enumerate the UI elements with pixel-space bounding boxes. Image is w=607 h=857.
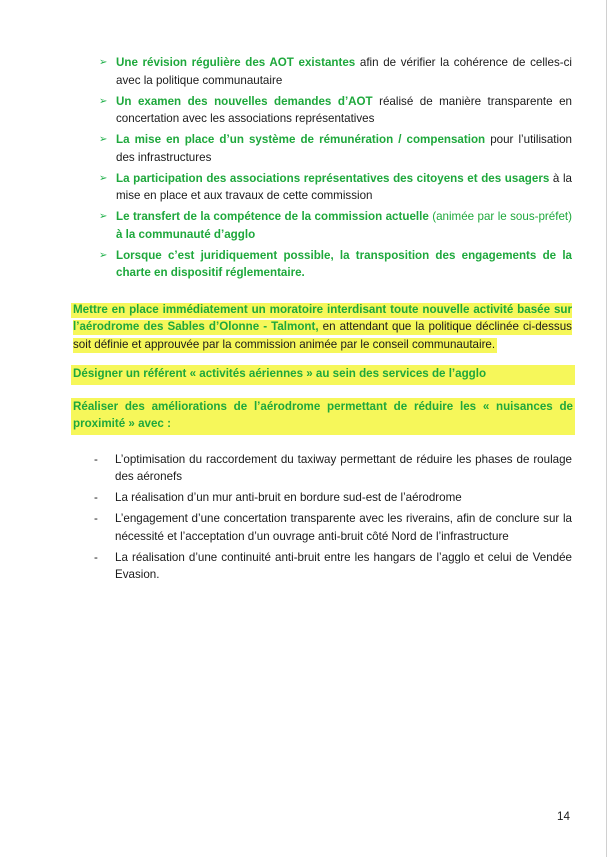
list-item: - L’optimisation du raccordement du taxiway permettant de réduire les phases de roulage des aéronefs bbox=[94, 452, 572, 483]
list-item: ➢ Une révision régulière des AOT existantes afin de vérifier la cohérence de celles-ci avec la politique communautaire bbox=[99, 56, 572, 87]
arrow-bullet-icon: ➢ bbox=[99, 249, 108, 261]
list-item: ➢ Le transfert de la compétence de la commission actuelle (animée par le sous-préfet) à la communauté d’agglo bbox=[99, 210, 572, 241]
moratorium-paragraph: Mettre en place immédiatement un moratoire interdisant toute nouvelle activité basée sur l’aérodrome des Sables d’Olonne - Talmont, en attendant que la politique déclinée ci-dessus soit définie et approuvée par la commission animée par le conseil communautaire. bbox=[73, 302, 572, 351]
proposal-list bbox=[73, 54, 572, 282]
dash-bullet: - bbox=[94, 452, 98, 466]
referent-paragraph: Désigner un référent « activités aériennes » au sein des services de l’agglo bbox=[73, 365, 572, 385]
improvements-list bbox=[73, 451, 572, 584]
list-item: ➢ La mise en place d’un système de rémunération / compensation pour l’utilisation des infrastructures bbox=[99, 133, 572, 164]
page-content bbox=[73, 54, 572, 587]
list-item: - La réalisation d’un mur anti-bruit en bordure sud-est de l’aérodrome bbox=[73, 489, 572, 507]
arrow-bullet-icon: ➢ bbox=[99, 57, 108, 68]
arrow-bullet-icon: ➢ bbox=[99, 211, 108, 222]
dash-bullet: - bbox=[94, 512, 98, 525]
arrow-bullet-icon: ➢ bbox=[99, 134, 108, 145]
arrow-bullet-icon: ➢ bbox=[99, 95, 108, 107]
list-item: - La réalisation d’une continuité anti-bruit entre les hangars de l’agglo et celui de Vendée Evasion. bbox=[94, 550, 572, 581]
page-number: 14 bbox=[557, 810, 570, 823]
list-item: ➢ La participation des associations représentatives des citoyens et des usagers à la mise en place et aux travaux de cette commission bbox=[99, 171, 572, 202]
improvements-heading: Réaliser des améliorations de l’aérodrome permettant de réduire les « nuisances de proximité » avec : bbox=[73, 398, 572, 435]
arrow-bullet-icon: ➢ bbox=[99, 172, 108, 184]
dash-bullet: - bbox=[94, 491, 98, 504]
list-item: ➢ Un examen des nouvelles demandes d’AOT réalisé de manière transparente en concertation avec les associations représentatives bbox=[99, 94, 572, 125]
dash-bullet: - bbox=[94, 550, 98, 564]
list-item: ➢ Lorsque c’est juridiquement possible, la transposition des engagements de la charte en dispositif réglementaire. bbox=[99, 248, 572, 279]
list-item: - L’engagement d’une concertation transparente avec les riverains, afin de conclure sur la nécessité et l’acceptation d’un ouvrage anti-bruit côté Nord de l’infrastructure bbox=[94, 512, 572, 543]
